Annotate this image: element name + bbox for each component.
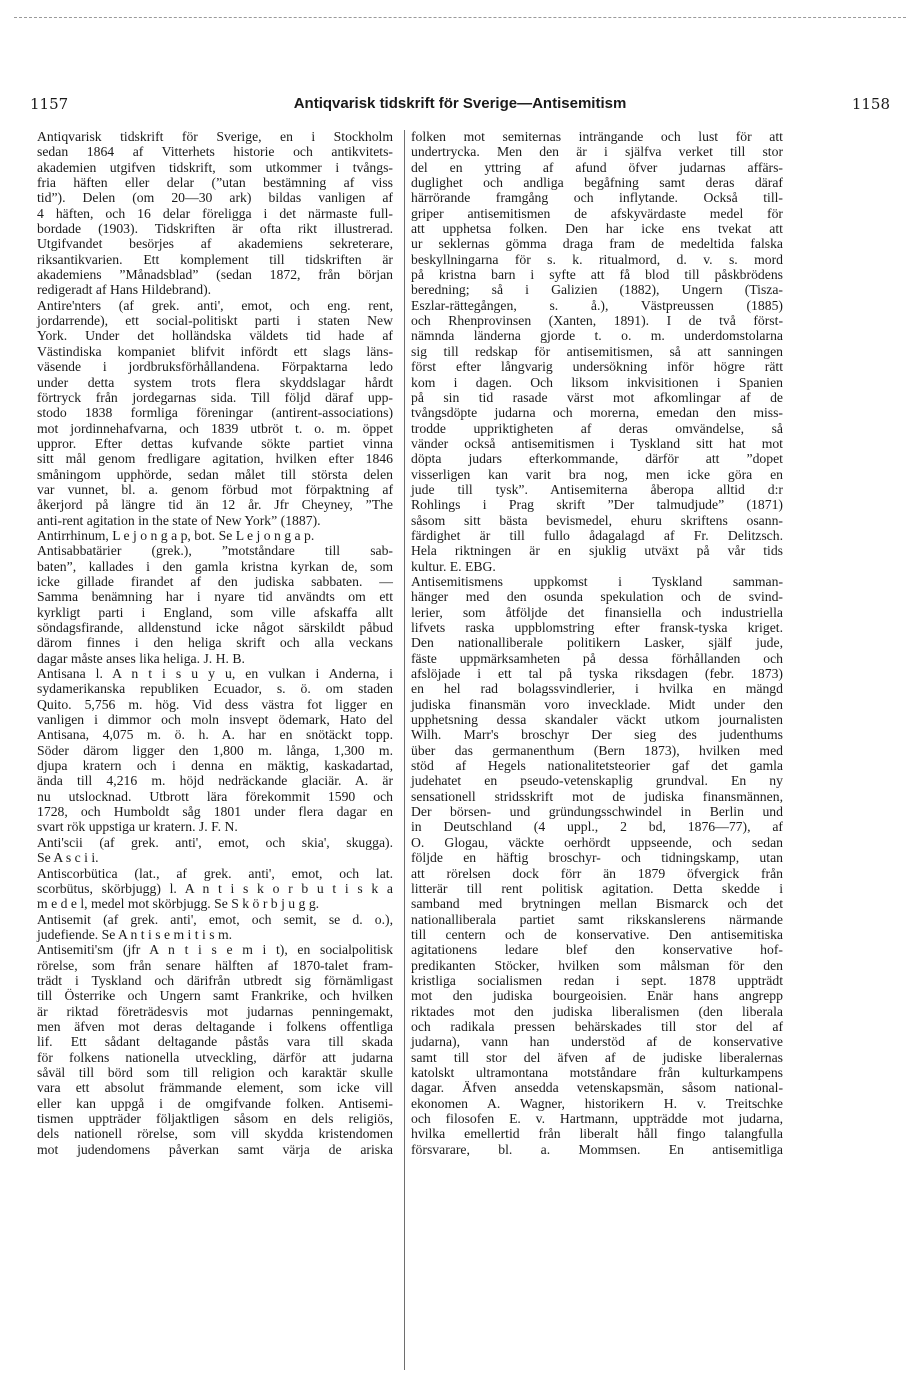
text-line: kultur. E. EBG. xyxy=(411,558,496,574)
text-line: Antisemiti'sm (jfr A n t i s e m i t), en socialpolitisk xyxy=(37,942,393,958)
header-title: Antiqvarisk tidskrift för Sverige—Antisemitism xyxy=(293,95,627,112)
text-line: döpta judars efterkommande, därför att ”dopet xyxy=(411,451,783,467)
text-line: sig till redskap för antisemitismen, så att sanningen xyxy=(411,343,783,359)
text-line: Den nationalliberale politikern Lasker, själf jude, xyxy=(411,635,783,651)
text-line: såväl till börd som till religion och karaktär skulle xyxy=(37,1064,393,1080)
text-line: del en yttring af afund öfver judarnas affärs- xyxy=(411,159,783,175)
text-line: uppror. Efter dettas kufvande sökte partiet vinna xyxy=(37,435,393,451)
text-line: hvilka emellertid från liberalt håll fingo talangfulla xyxy=(411,1126,783,1142)
column-divider xyxy=(404,130,405,1370)
text-line: riksantikvarien. Ett komplement till tidskriften är xyxy=(37,251,393,267)
text-line: m e d e l, medel mot skörbjugg. Se S k ö r b j u g g. xyxy=(37,896,320,912)
text-line: fria häften eller delar (”utan bestämning af viss xyxy=(37,175,393,191)
text-line: ända till 4,216 m. höjd nedräckande glaciär. A. är xyxy=(37,773,393,789)
text-line: och radikala pressen behärskades till stor del af xyxy=(411,1018,783,1034)
text-line: agitationens ledare blef den konservative hof- xyxy=(411,942,783,958)
text-line: predikanten Stöcker, hvilken som målsman för den xyxy=(411,957,783,973)
text-line: sensationell stridsskrift mot de judiska finansmännen, xyxy=(411,788,783,804)
text-line: hänger med den osunda spekulation och de svind- xyxy=(411,589,783,605)
text-line: vara ett absolut främmande element, som icke vill xyxy=(37,1080,393,1096)
text-line: vanligen i dimmor och moln insvept ödemark, Hato del xyxy=(37,712,393,728)
text-line: sydamerikanska republiken Ecuador, s. ö. om staden xyxy=(37,681,393,697)
text-line: afslöjade i ett tal på tyska riksdagen (febr. 1873) xyxy=(411,666,783,682)
text-line: tismen uppträder följaktligen såsom en dels religiös, xyxy=(37,1111,393,1126)
text-line: Utgifvandet besörjes af akademiens sekreterare, xyxy=(37,236,393,252)
text-line: samband med brytningen mellan Bismarck och det xyxy=(411,896,783,912)
text-line: mot judendomens påverkan samt värja de ariska xyxy=(37,1141,393,1157)
text-line: ekonomen A. Wagner, historikern H. v. Treitschke xyxy=(411,1095,783,1111)
text-line: über das germanenthum (Bern 1873), hvilken med xyxy=(411,742,783,758)
text-line: sitt mål genom fredligare agitation, hvilken efter 1846 xyxy=(37,451,393,467)
text-line: stodo 1838 formliga föreningar (antirent-associations) xyxy=(37,405,393,421)
page-number-left: 1157 xyxy=(30,95,69,113)
text-line: lifvets raska uppblomstring efter fransk-tyska kriget. xyxy=(411,620,783,635)
text-line: Antisana, 4,075 m. ö. h. A. har en snötäckt topp. xyxy=(37,727,393,743)
text-line: judehatet en pseudo-vetenskaplig grundval. En ny xyxy=(411,773,783,789)
text-line: katolskt ultramontana motståndare från kulturkampens xyxy=(411,1064,783,1080)
text-line: jordarrende), ett social-politiskt parti i staten New xyxy=(37,313,393,329)
text-line: anti-rent agitation in the state of New York” (1887). xyxy=(37,512,321,528)
text-line: Antiscorbütica (lat., af grek. anti', emot, och lat. xyxy=(37,865,393,881)
text-line: tvångsdöpte judarna och morerna, emedan den miss- xyxy=(411,405,783,421)
text-line: försvarare, bl. a. Mommsen. En antisemitliga xyxy=(411,1141,783,1157)
text-line: därom finnes i den heliga skrift och alla veckans xyxy=(37,635,393,651)
text-line: på kristna barn i syfte att få blod till påskbrödens xyxy=(411,267,783,283)
text-line: bordade (1903). Tidskriften är ofta rikt illustrerad. xyxy=(37,221,393,237)
text-line: scorbütus, skörbjugg) l. A n t i s k o r b u t i s k a xyxy=(37,880,393,896)
text-line: dagar måste anses lika heliga. J. H. B. xyxy=(37,650,245,666)
text-line: trädt i Tyskland och därifrån utbredt sig förnämligast xyxy=(37,972,393,988)
text-line: under detta system trots flera skyddslagar hårdt xyxy=(37,374,393,390)
text-line: Hela riktningen är en sjuklig utväxt på vår tids xyxy=(411,543,783,559)
text-line: nämnda länderna gjorde t. o. m. underdomstolarna xyxy=(411,328,783,344)
page-number-right: 1158 xyxy=(851,95,890,113)
text-line: duglighet och andliga begåfning samt deras däraf xyxy=(411,175,783,191)
text-line: Samma benämning har i nyare tid användts om ett xyxy=(37,589,393,605)
text-line: folken mot semiternas inträngande och lust för att xyxy=(411,129,783,144)
text-line: akademiens ”Månadsblad” (sedan 1872, från början xyxy=(37,267,393,283)
text-line: djupa kratern och i denna en mäktig, kaskadartad, xyxy=(37,758,393,774)
text-line: Anti'scii (af grek. anti', emot, och skia', skugga). xyxy=(37,834,393,850)
text-line: dels nationell rörelse, som vill skydda kristendomen xyxy=(37,1126,393,1142)
text-line: trodde uppriktigheten af deras omvändelse, så xyxy=(411,420,783,436)
text-line: härrörande framgång och inflytande. Också till- xyxy=(411,190,783,206)
text-line: men äfven mot deras deltagande i folkens offentliga xyxy=(37,1018,393,1034)
text-line: Rohlings i Prag skrift ”Der talmudjude” (1871) xyxy=(411,497,783,513)
text-line: kom i dagen. Och liksom inkvisitionen i Spanien xyxy=(411,374,783,390)
text-line: på sin tid rasade värst mot afkomlingar af de xyxy=(411,389,783,405)
text-line: Quito. 5,756 m. hög. Vid dess västra fot ligger en xyxy=(37,696,393,712)
text-line: en hel rad bolagssvindlerier, i hvilka en mängd xyxy=(411,681,783,697)
text-line: samt till stor del äfven af de judiske liberalernas xyxy=(411,1049,783,1065)
text-line: fäste uppmärksamheten på dessa förhållanden och xyxy=(411,650,783,666)
text-line: Söder därom ligger den 1,800 m. långa, 1,300 m. xyxy=(37,742,393,758)
text-line: färdighet är till fullo ådagalagd af Fr. Delitzsch. xyxy=(411,527,783,543)
text-line: O. Glogau, väckte oerhördt uppseende, och sedan xyxy=(411,834,783,850)
text-line: småningom upphörde, sedan målet till största delen xyxy=(37,466,393,482)
right-column xyxy=(411,129,783,1157)
left-column xyxy=(37,129,393,1157)
text-line: stöd af Hegels nationalitetsteorier gaf det gamla xyxy=(411,758,783,774)
text-line: först efter långvarig undersökning inför högre rätt xyxy=(411,359,783,375)
text-line: kristliga socialismen redan i sept. 1878 uppträdt xyxy=(411,972,783,988)
text-line: 1728, och Humboldt såg 1801 under flera dagar en xyxy=(37,804,393,820)
text-line: eller kan uppgå i de omgifvande folken. Antisemi- xyxy=(37,1095,393,1111)
text-line: upphetsning dessa skandaler väckt utkom journalisten xyxy=(411,712,783,728)
text-line: till centern och de konservative. Den antisemitiska xyxy=(411,926,783,942)
text-line: att rörelsen dock förr än 1879 öfvergick från xyxy=(411,865,783,881)
text-line: lif. Ett sådant deltagande påstås vara till skada xyxy=(37,1034,393,1050)
text-line: väsende i jordbruksförhållandena. Förpaktarna ledo xyxy=(37,359,393,375)
top-dashed-rule xyxy=(14,17,906,18)
text-line: undertrycka. Men den är i själfva verket till stor xyxy=(411,144,783,160)
text-line: ur seklernas gömma draga fram de medeltida falska xyxy=(411,236,783,252)
text-line: redigeradt af Hans Hildebrand). xyxy=(37,282,212,298)
text-line: och Rhenprovinsen (Xanten, 1891). I de två först- xyxy=(411,313,783,329)
text-line: Antisabbatärier (grek.), ”motståndare till sab- xyxy=(37,543,393,559)
text-line: litterär till rent politisk agitation. Detta skedde i xyxy=(411,880,783,896)
text-line: nu utslocknad. Utbrott lära förekommit 1590 och xyxy=(37,788,393,804)
text-line: riktades mot den judiska liberalismen (den liberala xyxy=(411,1003,783,1019)
text-line: följde en häftig broschyr- och tidningskamp, utan xyxy=(411,850,783,866)
text-line: Wilh. Marr's broschyr Der sieg des judenthums xyxy=(411,727,783,743)
text-line: mot jordinnehafvarna, och 1839 utbröt t. o. m. öppet xyxy=(37,420,393,436)
text-line: söndagsfirande, alldenstund icke något särskildt påbud xyxy=(37,620,393,635)
text-line: icke gillade firandet af den judiska sabbaten. — xyxy=(37,573,393,589)
text-line: dagar. Äfven ansedda vetenskapsmän, såsom national- xyxy=(411,1080,783,1096)
text-line: visserligen kan varit bra nog, men icke göra en xyxy=(411,466,783,482)
text-line: tid”). Delen (om 20—30 ark) bildas vanligen af xyxy=(37,190,393,206)
text-line: 4 häften, och 16 delar föreligga i det närmaste full- xyxy=(37,205,393,221)
text-line: åkerjord på längre tid än 12 år. Jfr Cheyney, ”The xyxy=(37,497,393,513)
text-line: beskyllningarna för s. k. ritualmord, d. v. s. mord xyxy=(411,251,783,267)
text-line: till Österrike och Ungern samt Frankrike, och hvilken xyxy=(37,988,393,1004)
text-line: baten”, kallades i den gamla kristna kyrkan de, som xyxy=(37,558,393,574)
text-line: rörelse, som från senare hälften af 1870-talet fram- xyxy=(37,957,393,973)
text-line: Antisemit (af grek. anti', emot, och semit, se d. o.), xyxy=(37,911,393,927)
text-line: kyrkligt parti i England, som ville afskaffa allt xyxy=(37,604,393,620)
text-line: och filosofen E. v. Hartmann, uppträdde mot judarna, xyxy=(411,1111,783,1126)
text-line: svart rök uppstiga ur kratern. J. F. N. xyxy=(37,819,238,835)
text-line: sedan 1864 af Vitterhets historie och antikvitets- xyxy=(37,144,393,160)
text-line: griper antisemitismen de afskyvärdaste medel för xyxy=(411,205,783,221)
text-line: Se A s c i i. xyxy=(37,850,99,866)
text-line: judefiende. Se A n t i s e m i t i s m. xyxy=(37,926,233,942)
text-line: att upphetsa folken. Den har icke ens tvekat att xyxy=(411,221,783,237)
text-line: nationalliberala partiet samt rikskanslerens närmande xyxy=(411,911,783,927)
text-line: Antire'nters (af grek. anti', emot, och eng. rent, xyxy=(37,297,393,313)
text-line: för folkens nationella utveckling, därför att judarna xyxy=(37,1049,393,1065)
text-line: jude till tysk”. Antisemiterna åberopa alltid d:r xyxy=(411,481,783,497)
text-line: Eszlar-rättegången, s. å.), Västpreussen (1885) xyxy=(411,297,783,313)
text-line: Antiqvarisk tidskrift för Sverige, en i Stockholm xyxy=(37,129,393,144)
running-header xyxy=(30,95,890,117)
text-line: Västindiska kompaniet blifvit infördt ett slags läns- xyxy=(37,343,393,359)
text-line: judarna), vann han understöd af de konservative xyxy=(411,1034,783,1050)
text-line: vänder också antisemitismen i Tyskland sitt hat mot xyxy=(411,435,783,451)
text-line: var vunnet, bl. a. genom förbud mot förpaktning af xyxy=(37,481,393,497)
text-line: Der börsen- und gründungsschwindel in Berlin und xyxy=(411,804,783,820)
text-line: York. Under det holländska väldets tid hade af xyxy=(37,328,393,344)
text-line: såsom sitt bästa bevismedel, ehuru skriftens osann- xyxy=(411,512,783,528)
text-line: akademien utgifven tidskrift, som utkommer i tvångs- xyxy=(37,159,393,175)
text-line: judiska finansmän voro invecklade. Midt under den xyxy=(411,696,783,712)
text-line: Antirrhinum, L e j o n g a p, bot. Se L e j o n g a p. xyxy=(37,527,315,543)
text-line: Antisana l. A n t i s u y u, en vulkan i Anderna, i xyxy=(37,666,393,682)
text-line: in Deutschland (4 uppl., 2 bd, 1876—77), af xyxy=(411,819,783,835)
text-line: förtryck från jordegarnas sida. Till följd däraf upp- xyxy=(37,389,393,405)
text-line: beredning; så i Galizien (1882), Ungern (Tisza- xyxy=(411,282,783,298)
text-line: mot den judiska bourgeoisien. Enär hans angrepp xyxy=(411,988,783,1004)
text-line: är riktad företrädesvis mot judarnas penningemakt, xyxy=(37,1003,393,1019)
text-line: lerier, som åtföljde det finansiella och industriella xyxy=(411,604,783,620)
text-line: Antisemitismens uppkomst i Tyskland samman- xyxy=(411,573,783,589)
